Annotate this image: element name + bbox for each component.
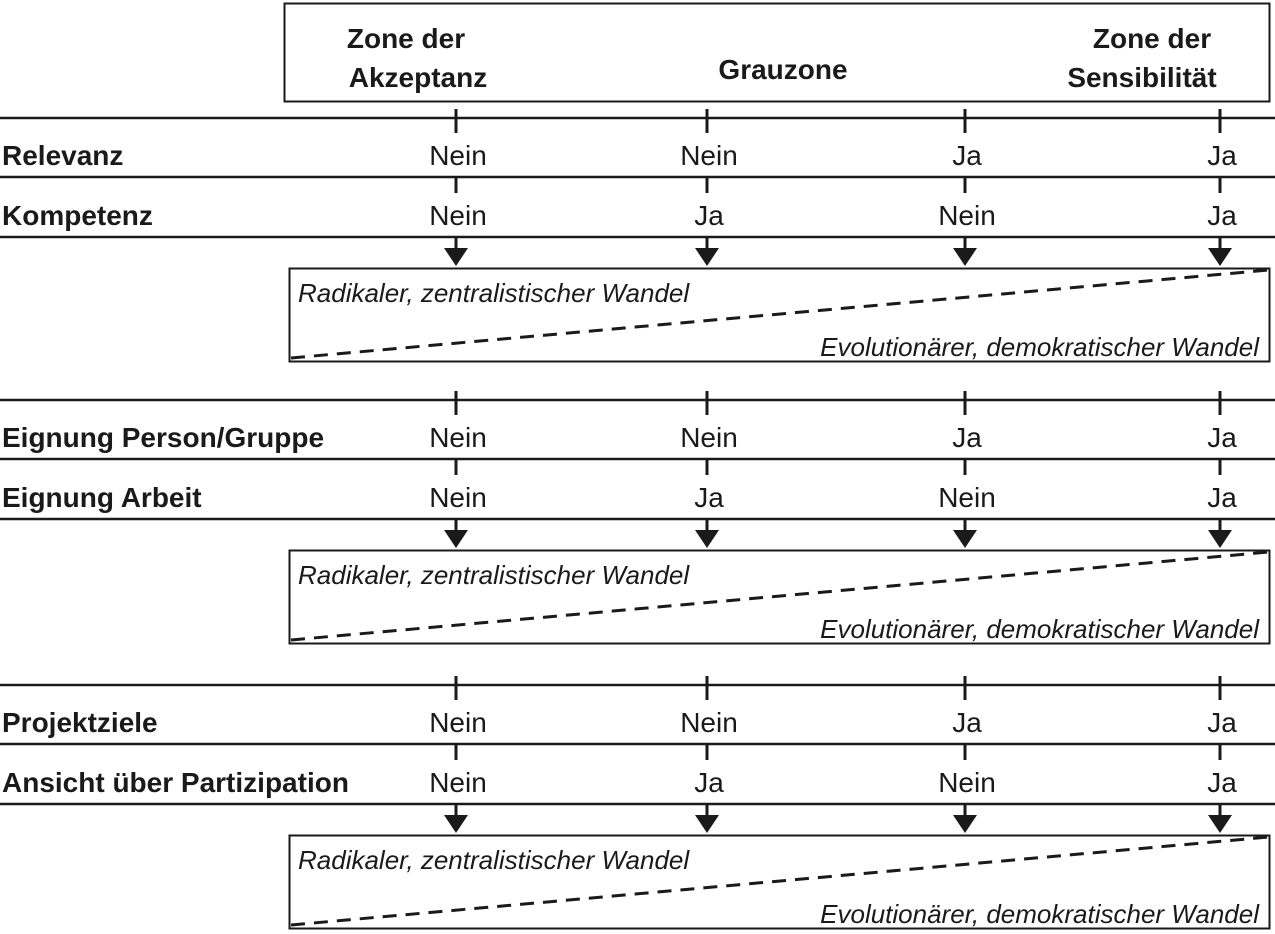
criterion-value: Nein — [680, 140, 738, 171]
criterion-value: Nein — [680, 422, 738, 453]
criterion-value: Nein — [938, 482, 996, 513]
outcome-evolutionary-label: Evolutionärer, demokratischer Wandel — [820, 899, 1259, 929]
criterion-value: Ja — [952, 707, 982, 738]
arrow-down-icon — [953, 248, 977, 266]
criterion-value: Nein — [938, 767, 996, 798]
criteria-section — [0, 109, 1275, 362]
criterion-label: Eignung Person/Gruppe — [2, 422, 325, 453]
criterion-label: Relevanz — [2, 140, 124, 171]
outcome-evolutionary-label: Evolutionärer, demokratischer Wandel — [820, 332, 1259, 362]
criteria-section — [0, 391, 1275, 644]
criterion-value: Ja — [694, 767, 724, 798]
outcome-evolutionary-label: Evolutionärer, demokratischer Wandel — [820, 614, 1259, 644]
criterion-value: Ja — [952, 140, 982, 171]
outcome-radical-label: Radikaler, zentralistischer Wandel — [298, 845, 690, 875]
criterion-value: Nein — [680, 707, 738, 738]
criterion-label: Projektziele — [2, 707, 158, 738]
criterion-value: Ja — [1207, 482, 1237, 513]
arrow-down-icon — [1208, 248, 1232, 266]
arrow-down-icon — [444, 248, 468, 266]
arrow-down-icon — [695, 530, 719, 548]
criterion-value: Ja — [1207, 707, 1237, 738]
criterion-value: Ja — [1207, 767, 1237, 798]
criterion-value: Ja — [1207, 140, 1237, 171]
arrow-down-icon — [444, 815, 468, 833]
criterion-value: Ja — [952, 422, 982, 453]
arrow-down-icon — [695, 248, 719, 266]
criteria-section — [0, 676, 1275, 929]
criterion-label: Eignung Arbeit — [2, 482, 202, 513]
outcome-radical-label: Radikaler, zentralistischer Wandel — [298, 560, 690, 590]
criterion-value: Ja — [694, 200, 724, 231]
criterion-value: Nein — [429, 140, 487, 171]
outcome-box — [290, 269, 1270, 363]
arrow-down-icon — [953, 815, 977, 833]
arrow-down-icon — [1208, 530, 1232, 548]
arrow-down-icon — [953, 530, 977, 548]
zone-sensitivity-line1: Zone der — [1092, 23, 1212, 54]
criterion-value: Ja — [1207, 422, 1237, 453]
zone-gray: Grauzone — [718, 54, 848, 85]
criterion-value: Ja — [1207, 200, 1237, 231]
arrow-down-icon — [695, 815, 719, 833]
zone-acceptance-line2: Akzeptanz — [348, 62, 488, 93]
criterion-value: Ja — [694, 482, 724, 513]
criterion-label: Kompetenz — [2, 200, 153, 231]
outcome-radical-label: Radikaler, zentralistischer Wandel — [298, 278, 690, 308]
criterion-value: Nein — [938, 200, 996, 231]
zone-sensitivity-line2: Sensibilität — [1067, 62, 1217, 93]
criterion-value: Nein — [429, 422, 487, 453]
criterion-value: Nein — [429, 200, 487, 231]
zone-header — [285, 4, 1270, 102]
outcome-box — [290, 551, 1270, 645]
outcome-box — [290, 836, 1270, 930]
criterion-value: Nein — [429, 482, 487, 513]
criterion-label: Ansicht über Partizipation — [2, 767, 349, 798]
criterion-value: Nein — [429, 707, 487, 738]
arrow-down-icon — [444, 530, 468, 548]
criterion-value: Nein — [429, 767, 487, 798]
arrow-down-icon — [1208, 815, 1232, 833]
zone-acceptance-line1: Zone der — [346, 23, 466, 54]
